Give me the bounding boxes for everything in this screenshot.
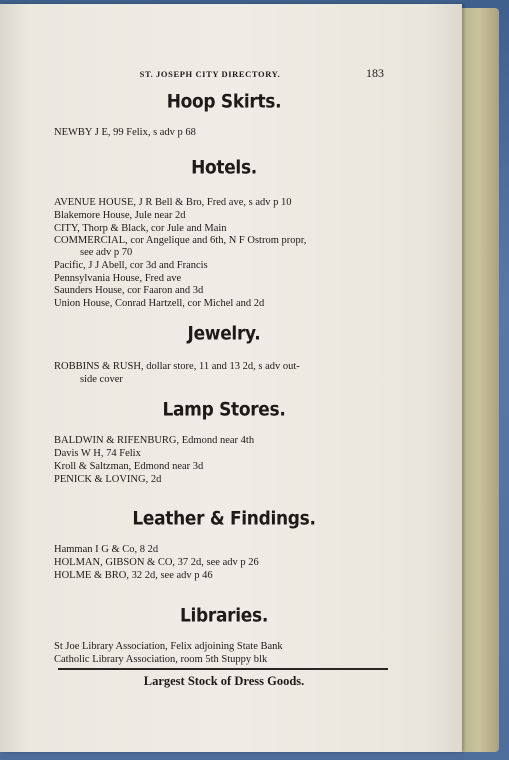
listing-entry: Blakemore House, Jule near 2d [54,210,186,221]
listing-entry: Saunders House, cor Faaron and 3d [54,285,204,296]
directory-page [0,4,462,752]
section-heading-lamp-stores: Lamp Stores. [162,398,286,422]
listing-entry: Pennsylvania House, Fred ave [54,273,182,284]
listing-entry: Catholic Library Association, room 5th Stuppy blk [54,654,268,665]
listing-entry: Hamman I G & Co, 8 2d [54,544,159,555]
section-heading-leather-findings: Leather & Findings. [132,507,316,531]
listing-entry: Davis W H, 74 Felix [54,448,141,459]
footer-rule [58,668,388,670]
listing-entry-continuation: side cover [80,374,123,385]
listing-entry: COMMERCIAL, cor Angelique and 6th, N F Ostrom propr, [54,235,307,246]
running-title: ST. JOSEPH CITY DIRECTORY. [139,69,281,79]
section-heading-jewelry: Jewelry. [187,322,261,346]
listing-entry: CITY, Thorp & Black, cor Jule and Main [54,223,227,234]
listing-entry: BALDWIN & RIFENBURG, Edmond near 4th [54,435,255,446]
listing-entry: ROBBINS & RUSH, dollar store, 11 and 13 2d, s adv out- [54,361,300,372]
running-head [54,66,384,81]
listing-entry: St Joe Library Association, Felix adjoining State Bank [54,641,283,652]
listing-entry: HOLME & BRO, 32 2d, see adv p 46 [54,570,213,581]
listing-entry-continuation: see adv p 70 [80,247,133,258]
listing-entry: PENICK & LOVING, 2d [54,474,162,485]
section-heading-hoop-skirts: Hoop Skirts. [166,90,282,114]
listing-entry: NEWBY J E, 99 Felix, s adv p 68 [54,127,196,138]
footer-advertisement: Largest Stock of Dress Goods. [143,674,305,688]
page-number: 183 [366,66,384,80]
listing-entry: Kroll & Saltzman, Edmond near 3d [54,461,204,472]
section-heading-hotels: Hotels. [191,156,257,180]
listing-entry: AVENUE HOUSE, J R Bell & Bro, Fred ave, s adv p 10 [54,197,292,208]
listing-entry: HOLMAN, GIBSON & CO, 37 2d, see adv p 26 [54,557,259,568]
listing-entry: Pacific, J J Abell, cor 3d and Francis [54,260,208,271]
listing-entry: Union House, Conrad Hartzell, cor Michel and 2d [54,298,265,309]
section-heading-libraries: Libraries. [179,604,268,628]
